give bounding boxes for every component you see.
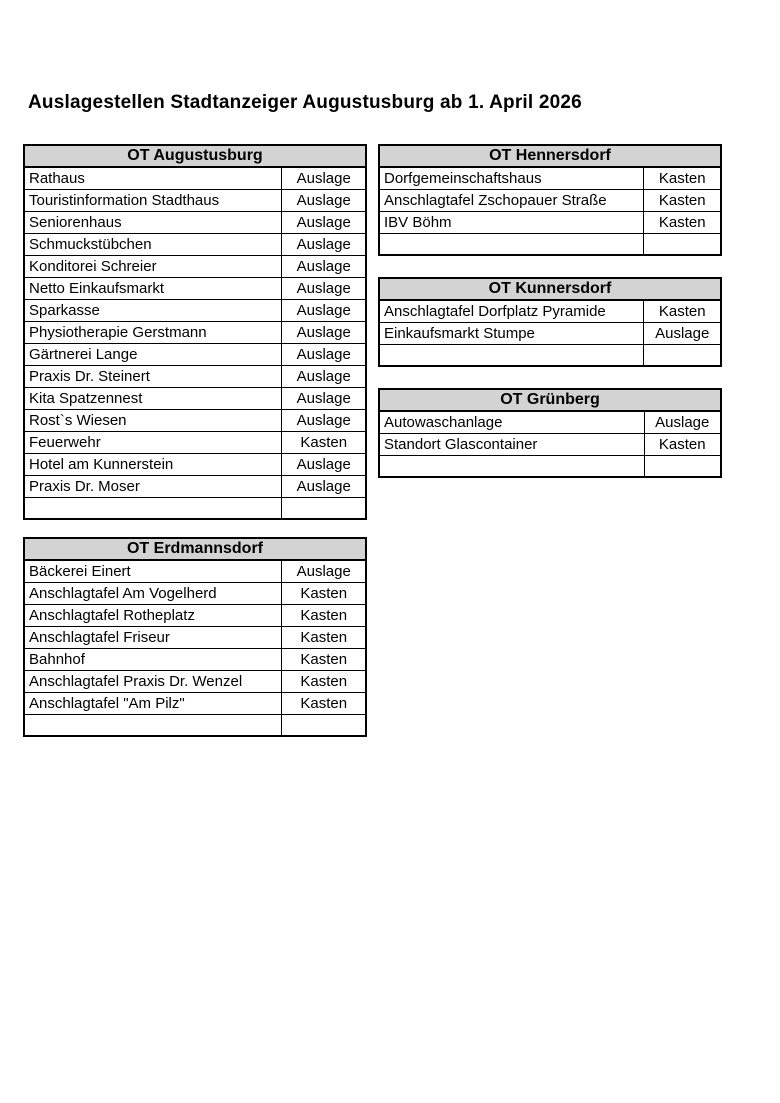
right-table-column	[378, 144, 722, 499]
location-cell: Einkaufsmarkt Stumpe	[379, 322, 644, 344]
table-row	[379, 167, 721, 189]
page-title: Auslagestellen Stadtanzeiger Augustusburg ab 1. April 2026	[28, 92, 582, 113]
distribution-type-cell	[644, 455, 721, 477]
location-cell: Anschlagtafel Dorfplatz Pyramide	[379, 300, 644, 322]
location-cell	[24, 714, 282, 736]
table-row	[24, 431, 366, 453]
distribution-type-cell: Kasten	[282, 604, 366, 626]
location-cell: Anschlagtafel Rotheplatz	[24, 604, 282, 626]
distribution-type-cell: Auslage	[282, 299, 366, 321]
table-row	[24, 670, 366, 692]
distribution-type-cell: Kasten	[282, 582, 366, 604]
distribution-type-cell: Auslage	[282, 365, 366, 387]
location-cell: Touristinformation Stadthaus	[24, 189, 282, 211]
location-cell: Standort Glascontainer	[379, 433, 644, 455]
distribution-type-cell: Kasten	[282, 626, 366, 648]
table-row	[379, 300, 721, 322]
table-header-label: OT Augustusburg	[24, 145, 366, 167]
table-ot-hennersdorf	[378, 144, 722, 256]
location-cell: Anschlagtafel Zschopauer Straße	[379, 189, 644, 211]
left-table-column	[23, 144, 367, 754]
table-row	[24, 409, 366, 431]
table-row	[379, 322, 721, 344]
distribution-type-cell: Auslage	[282, 255, 366, 277]
table-header-label: OT Erdmannsdorf	[24, 538, 366, 560]
table-row	[379, 411, 721, 433]
table-row	[24, 321, 366, 343]
location-cell	[24, 497, 282, 519]
location-cell: Kita Spatzennest	[24, 387, 282, 409]
table-row	[24, 692, 366, 714]
distribution-type-cell: Auslage	[282, 189, 366, 211]
location-cell: Dorfgemeinschaftshaus	[379, 167, 644, 189]
table-row	[24, 582, 366, 604]
table-header-label: OT Hennersdorf	[379, 145, 721, 167]
table-row	[24, 387, 366, 409]
table-row	[379, 211, 721, 233]
table-row	[24, 233, 366, 255]
distribution-type-cell: Kasten	[282, 431, 366, 453]
table-row	[24, 189, 366, 211]
distribution-type-cell: Auslage	[282, 387, 366, 409]
distribution-type-cell: Auslage	[282, 211, 366, 233]
table-row	[24, 343, 366, 365]
distribution-type-cell: Kasten	[282, 692, 366, 714]
table-ot-kunnersdorf	[378, 277, 722, 367]
table-row	[24, 497, 366, 519]
table-row	[379, 189, 721, 211]
distribution-type-cell: Auslage	[282, 277, 366, 299]
table-row	[24, 365, 366, 387]
table-ot-gruenberg	[378, 388, 722, 478]
distribution-type-cell	[282, 497, 366, 519]
distribution-type-cell: Auslage	[644, 411, 721, 433]
location-cell: Rost`s Wiesen	[24, 409, 282, 431]
location-cell	[379, 344, 644, 366]
table-row	[24, 626, 366, 648]
table-ot-augustusburg	[23, 144, 367, 520]
distribution-type-cell: Auslage	[644, 322, 721, 344]
distribution-type-cell: Auslage	[282, 475, 366, 497]
location-cell: Konditorei Schreier	[24, 255, 282, 277]
table-row	[24, 167, 366, 189]
table-header-row	[379, 278, 721, 300]
location-cell: Anschlagtafel Friseur	[24, 626, 282, 648]
location-cell: Schmuckstübchen	[24, 233, 282, 255]
table-header-row	[379, 145, 721, 167]
location-cell	[379, 455, 644, 477]
distribution-type-cell: Kasten	[644, 189, 721, 211]
location-cell: Feuerwehr	[24, 431, 282, 453]
distribution-type-cell: Auslage	[282, 343, 366, 365]
location-cell: Rathaus	[24, 167, 282, 189]
distribution-type-cell: Kasten	[282, 648, 366, 670]
location-cell: Bäckerei Einert	[24, 560, 282, 582]
location-cell: Praxis Dr. Steinert	[24, 365, 282, 387]
table-header-row	[24, 538, 366, 560]
location-cell: Anschlagtafel "Am Pilz"	[24, 692, 282, 714]
location-cell: Physiotherapie Gerstmann	[24, 321, 282, 343]
distribution-type-cell: Auslage	[282, 233, 366, 255]
location-cell: Praxis Dr. Moser	[24, 475, 282, 497]
table-row	[24, 277, 366, 299]
distribution-type-cell: Kasten	[644, 167, 721, 189]
table-header-label: OT Kunnersdorf	[379, 278, 721, 300]
location-cell: Hotel am Kunnerstein	[24, 453, 282, 475]
location-cell: Anschlagtafel Am Vogelherd	[24, 582, 282, 604]
table-row	[379, 455, 721, 477]
table-row	[24, 453, 366, 475]
table-row	[24, 604, 366, 626]
location-cell: IBV Böhm	[379, 211, 644, 233]
table-header-row	[379, 389, 721, 411]
distribution-type-cell: Auslage	[282, 321, 366, 343]
location-cell: Autowaschanlage	[379, 411, 644, 433]
location-cell: Anschlagtafel Praxis Dr. Wenzel	[24, 670, 282, 692]
table-row	[24, 714, 366, 736]
location-cell: Sparkasse	[24, 299, 282, 321]
distribution-type-cell: Kasten	[644, 300, 721, 322]
table-row	[24, 211, 366, 233]
table-row	[24, 648, 366, 670]
distribution-type-cell	[644, 233, 721, 255]
location-cell: Gärtnerei Lange	[24, 343, 282, 365]
table-row	[24, 299, 366, 321]
distribution-type-cell	[282, 714, 366, 736]
location-cell: Seniorenhaus	[24, 211, 282, 233]
distribution-type-cell: Auslage	[282, 560, 366, 582]
table-row	[379, 344, 721, 366]
table-header-label: OT Grünberg	[379, 389, 721, 411]
distribution-type-cell: Auslage	[282, 409, 366, 431]
table-header-row	[24, 145, 366, 167]
distribution-type-cell: Kasten	[644, 211, 721, 233]
location-cell: Bahnhof	[24, 648, 282, 670]
distribution-type-cell: Auslage	[282, 167, 366, 189]
table-row	[24, 255, 366, 277]
distribution-type-cell: Kasten	[282, 670, 366, 692]
distribution-type-cell	[644, 344, 721, 366]
table-ot-erdmannsdorf	[23, 537, 367, 737]
location-cell: Netto Einkaufsmarkt	[24, 277, 282, 299]
table-row	[379, 233, 721, 255]
distribution-type-cell: Auslage	[282, 453, 366, 475]
table-row	[24, 475, 366, 497]
table-row	[379, 433, 721, 455]
distribution-type-cell: Kasten	[644, 433, 721, 455]
table-row	[24, 560, 366, 582]
location-cell	[379, 233, 644, 255]
